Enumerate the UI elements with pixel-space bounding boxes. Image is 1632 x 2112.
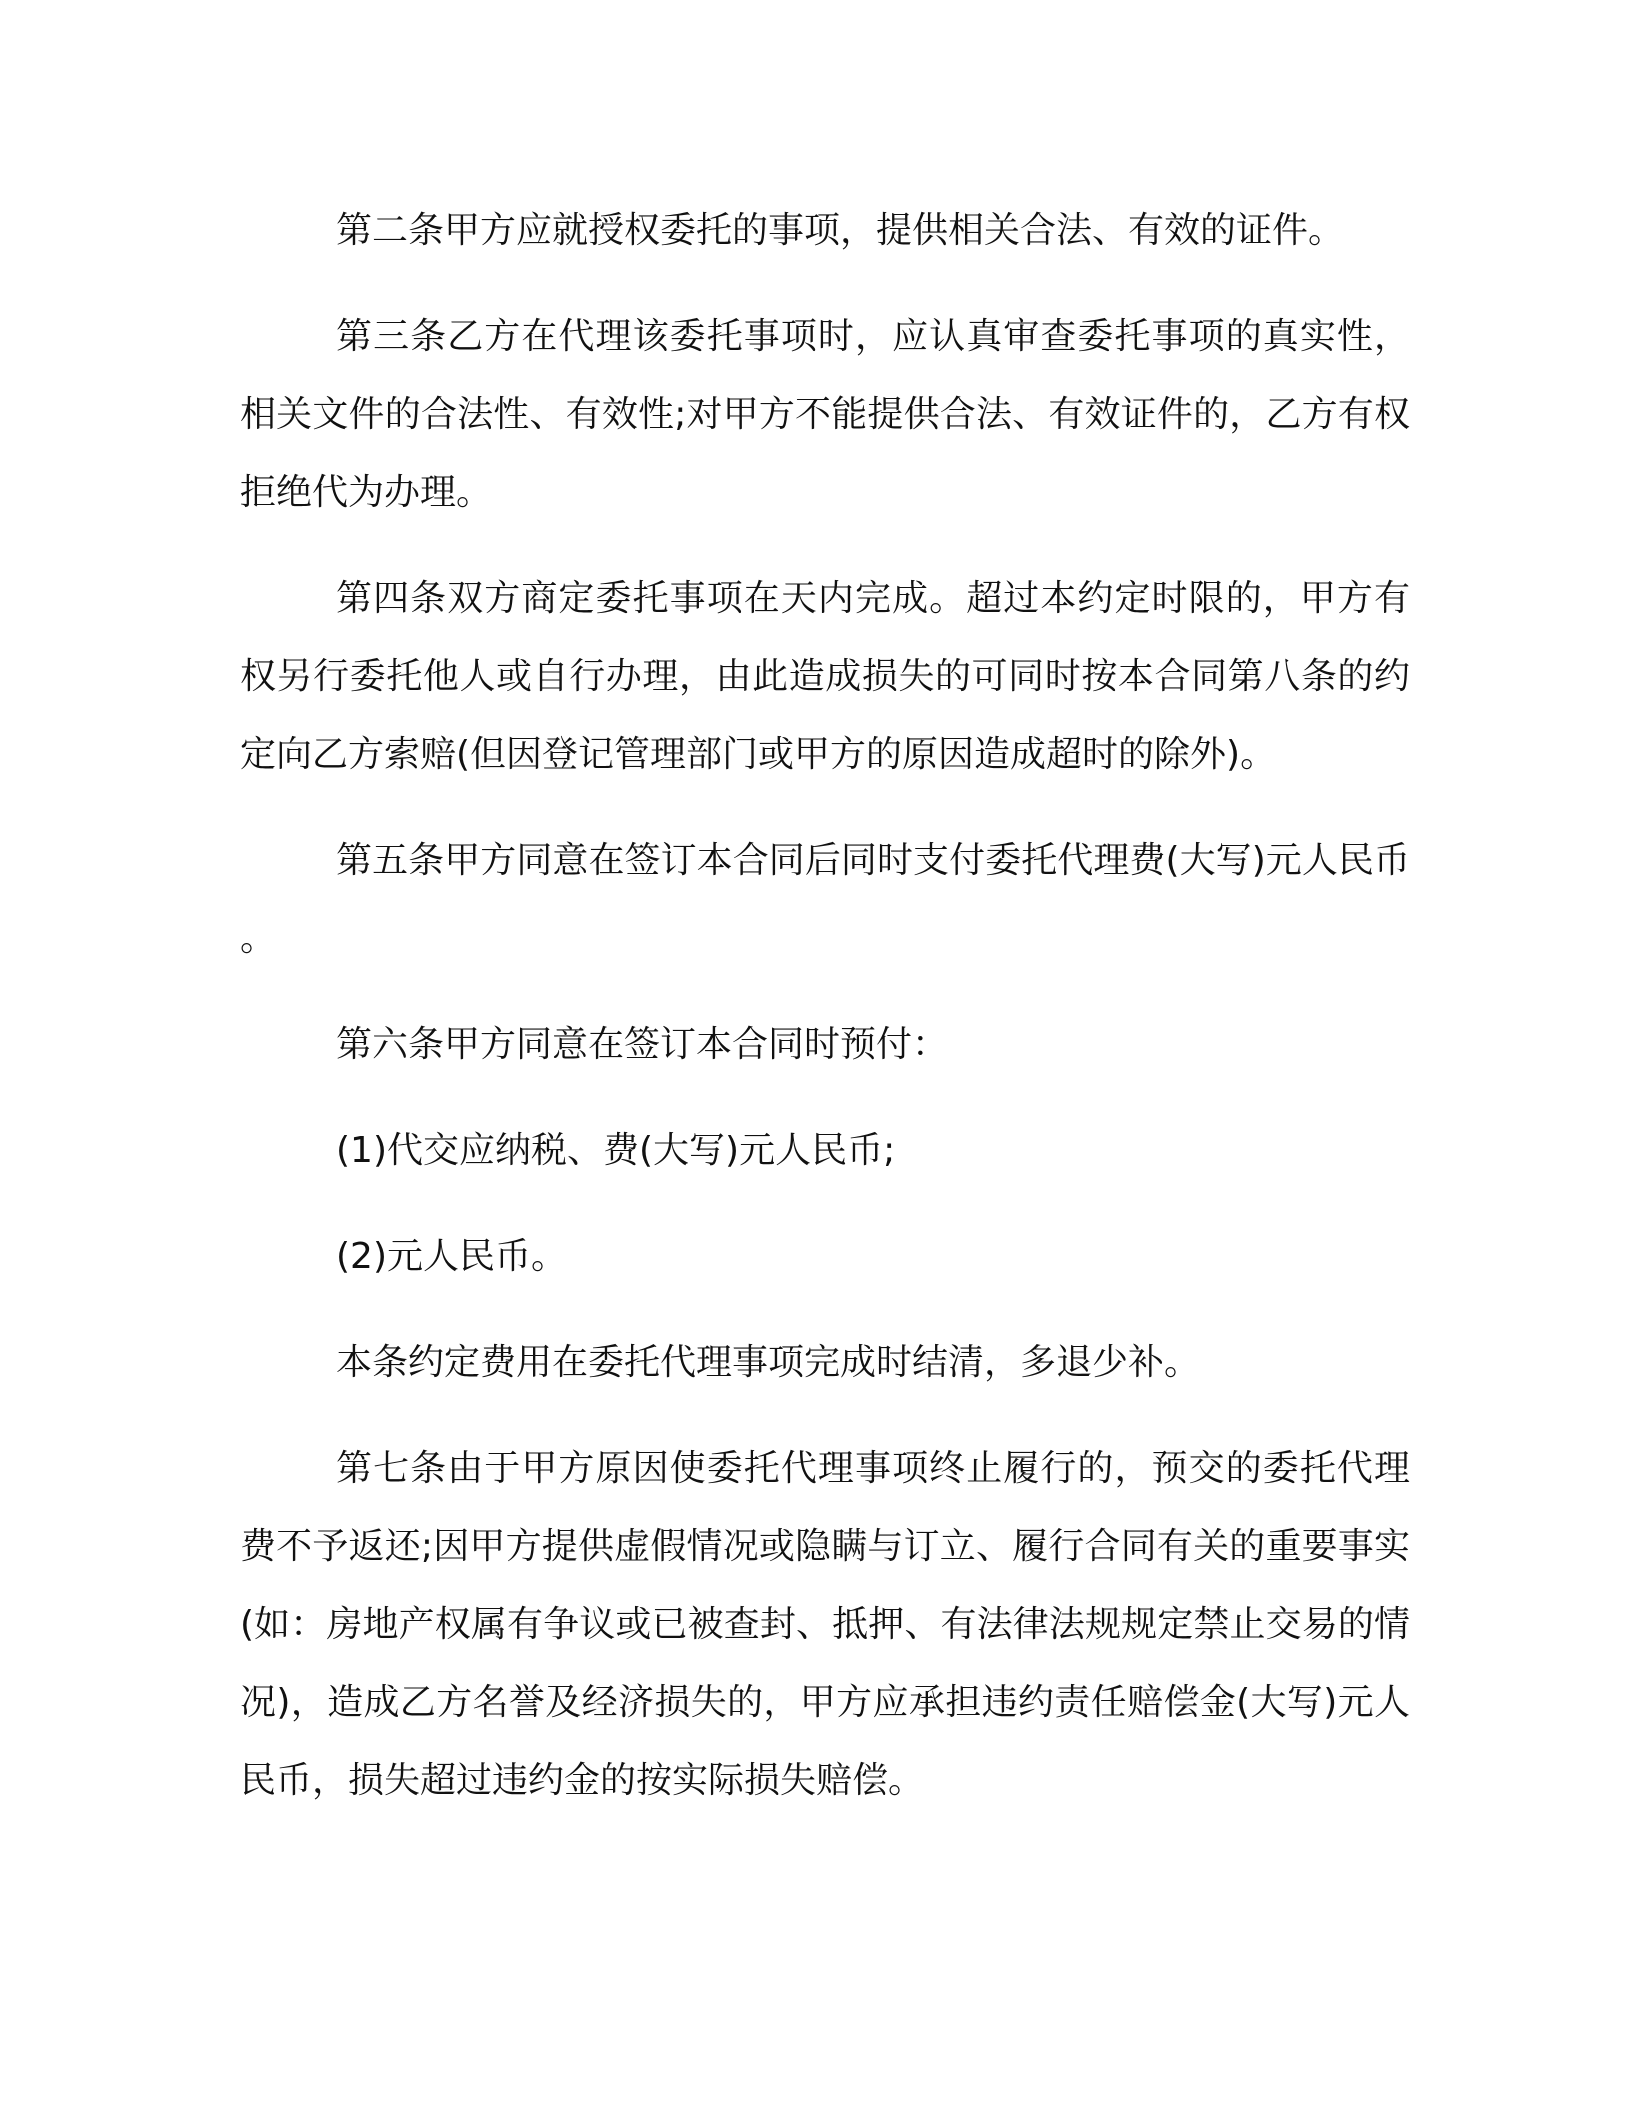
document-body xyxy=(240,192,1410,1820)
article-5-paragraph: 第五条甲方同意在签订本合同后同时支付委托代理费(大写)元人民币。 xyxy=(240,840,1410,959)
article-7-paragraph: 第七条由于甲方原因使委托代理事项终止履行的，预交的委托代理费不予返还;因甲方提供虚假情况或隐瞒与订立、履行合同有关的重要事实(如：房地产权属有争议或已被查封、抵押、有法律法规规定禁止交易的情况)，造成乙方名誉及经济损失的，甲方应承担违约责任赔偿金(大写)元人民币，损失超过违约金的按实际损失赔偿。 xyxy=(240,1448,1410,1801)
article-4-paragraph: 第四条双方商定委托事项在天内完成。超过本约定时限的，甲方有权另行委托他人或自行办理，由此造成损失的可同时按本合同第八条的约定向乙方索赔(但因登记管理部门或甲方的原因造成超时的除外)。 xyxy=(240,578,1410,775)
article-6-settlement-note: 本条约定费用在委托代理事项完成时结清，多退少补。 xyxy=(336,1342,1201,1383)
article-6-item-2: (2)元人民币。 xyxy=(336,1236,567,1277)
article-6-paragraph: 第六条甲方同意在签订本合同时预付： xyxy=(336,1024,949,1065)
article-3-paragraph: 第三条乙方在代理该委托事项时，应认真审查委托事项的真实性，相关文件的合法性、有效性;对甲方不能提供合法、有效证件的，乙方有权拒绝代为办理。 xyxy=(240,316,1410,513)
article-2-paragraph: 第二条甲方应就授权委托的事项，提供相关合法、有效的证件。 xyxy=(336,210,1345,251)
article-6-item-1: (1)代交应纳税、费(大写)元人民币; xyxy=(336,1130,896,1171)
